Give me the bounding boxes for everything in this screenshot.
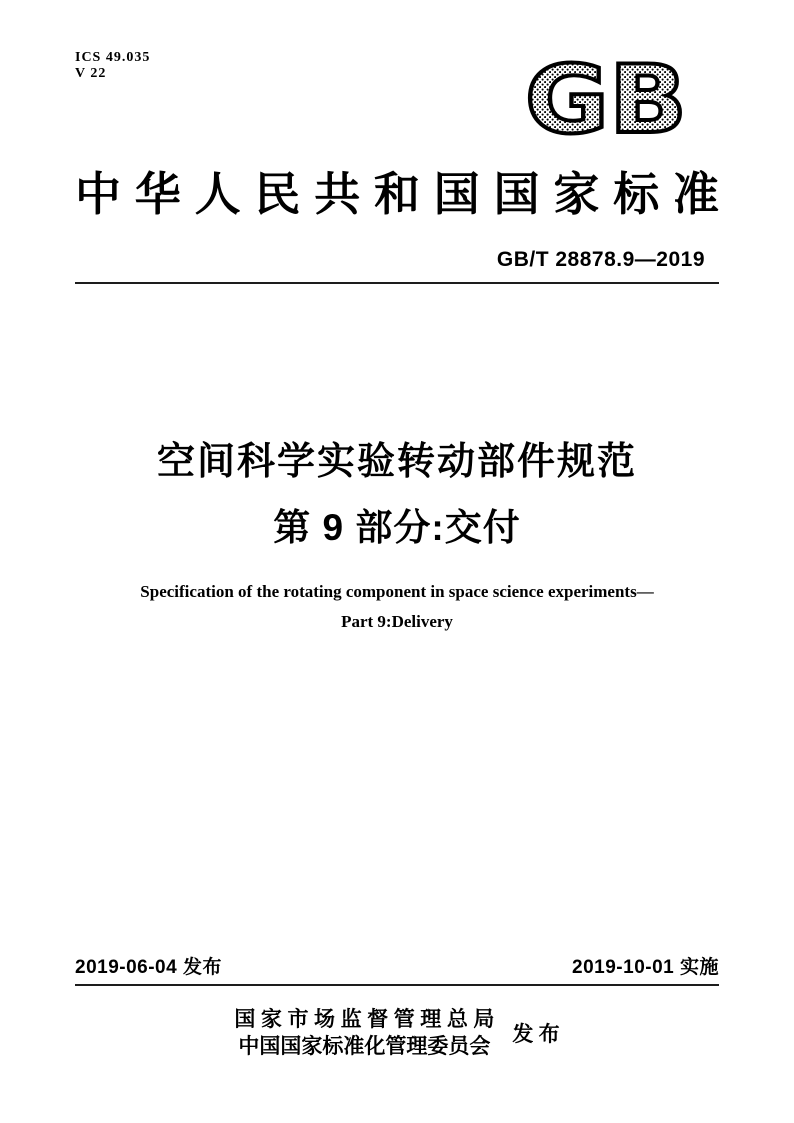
gb-logo xyxy=(521,58,691,153)
title-english xyxy=(75,577,719,638)
issue-label: 发 布 xyxy=(512,1022,560,1047)
title-zh-line2: 第 9 部分:交付 xyxy=(273,506,521,548)
cover-content xyxy=(75,0,719,638)
title-zh-line1: 空间科学实验转动部件规范 xyxy=(156,440,637,483)
publisher-line-1: 国家市场监督管理总局 xyxy=(234,1007,495,1031)
dates-row xyxy=(75,952,719,986)
publisher-line-2: 中国国家标准化管理委员会 xyxy=(238,1034,491,1059)
header-divider xyxy=(75,282,719,284)
issue-date: 2019-06-04 发布 xyxy=(75,957,222,978)
publisher-block xyxy=(75,1006,719,1061)
ics-block xyxy=(75,48,150,82)
cover-footer xyxy=(75,952,719,1061)
title-en-line1: Specification of the rotating component in space science experiments— xyxy=(140,581,654,601)
ics-code: ICS 49.035 xyxy=(75,50,151,65)
implementation-date: 2019-10-01 实施 xyxy=(572,957,719,978)
gb-logo-letters: GB xyxy=(525,58,687,148)
doc-classification: V 22 xyxy=(75,66,107,82)
title-en-line2: Part 9:Delivery xyxy=(341,612,453,632)
standard-number: GB/T 28878.9—2019 xyxy=(496,247,705,271)
national-standard-title: 中华人民共和国国家标准 xyxy=(75,169,719,220)
publisher-names xyxy=(234,1006,494,1061)
cover-header xyxy=(75,0,719,153)
